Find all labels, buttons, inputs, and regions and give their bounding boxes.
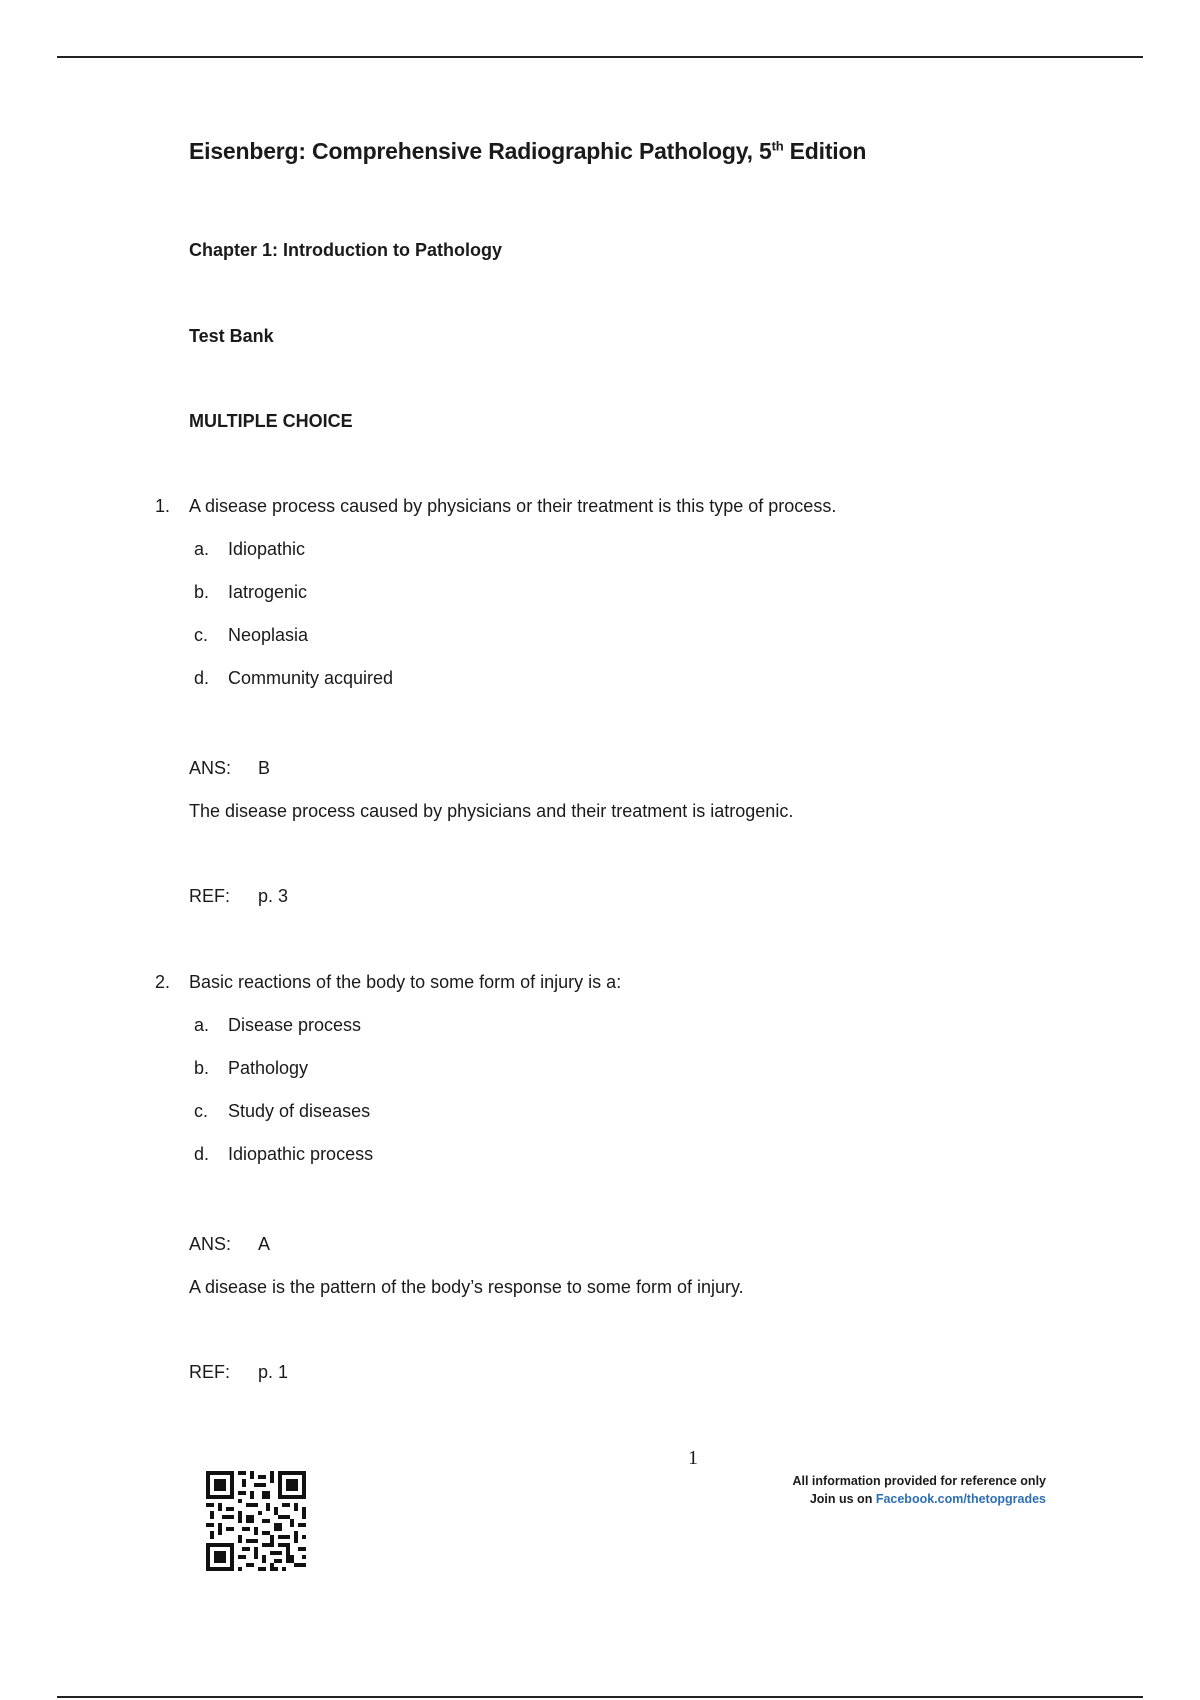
answer-explanation: The disease process caused by physicians and their treatment is iatrogenic. (189, 801, 794, 821)
footer-note-line1: All information provided for reference only (792, 1474, 1046, 1488)
reference-label: REF: (189, 1362, 231, 1382)
footer-join-text: Join us on (809, 1492, 876, 1506)
option-text: Disease process (228, 1015, 362, 1035)
option-text: Idiopathic process (228, 1144, 374, 1164)
answer-label: ANS: (189, 758, 232, 778)
option-text: Community acquired (228, 668, 394, 688)
option-text: Neoplasia (228, 625, 309, 645)
footer-note (792, 1472, 1046, 1508)
book-title (189, 138, 866, 165)
book-title-suffix: Edition (783, 138, 867, 164)
option-letter: a. (194, 1015, 210, 1035)
option-text: Idiopathic (228, 539, 306, 559)
option-letter: b. (194, 582, 210, 602)
option-letter: c. (194, 625, 209, 645)
top-rule (57, 56, 1143, 58)
option-letter: d. (194, 668, 210, 688)
answer-value: A (258, 1234, 271, 1254)
option-text: Iatrogenic (228, 582, 308, 602)
reference-value: p. 3 (258, 886, 289, 906)
question-stem: Basic reactions of the body to some form of injury is a: (189, 972, 622, 992)
book-title-main: Eisenberg: Comprehensive Radiographic Pathology, 5 (189, 138, 772, 164)
answer-label: ANS: (189, 1234, 232, 1254)
option-letter: a. (194, 539, 210, 559)
option-letter: c. (194, 1101, 209, 1121)
section-heading: MULTIPLE CHOICE (189, 411, 353, 431)
chapter-heading: Chapter 1: Introduction to Pathology (189, 240, 502, 260)
test-bank-heading: Test Bank (189, 326, 274, 346)
bottom-rule (57, 1696, 1143, 1698)
reference-label: REF: (189, 886, 231, 906)
option-letter: b. (194, 1058, 210, 1078)
question-number: 1. (155, 496, 171, 516)
question-stem: A disease process caused by physicians or their treatment is this type of process. (189, 496, 837, 516)
facebook-link[interactable]: Facebook.com/thetopgrades (875, 1492, 1046, 1506)
option-letter: d. (194, 1144, 210, 1164)
reference-value: p. 1 (258, 1362, 289, 1382)
page-number: 1 (688, 1447, 698, 1469)
qr-code-icon[interactable] (206, 1471, 306, 1571)
option-text: Study of diseases (228, 1101, 371, 1121)
answer-value: B (258, 758, 271, 778)
question-number: 2. (155, 972, 171, 992)
option-text: Pathology (228, 1058, 309, 1078)
footer-note-line2 (792, 1490, 1046, 1508)
answer-explanation: A disease is the pattern of the body’s response to some form of injury. (189, 1277, 744, 1297)
book-title-superscript: th (771, 138, 784, 154)
